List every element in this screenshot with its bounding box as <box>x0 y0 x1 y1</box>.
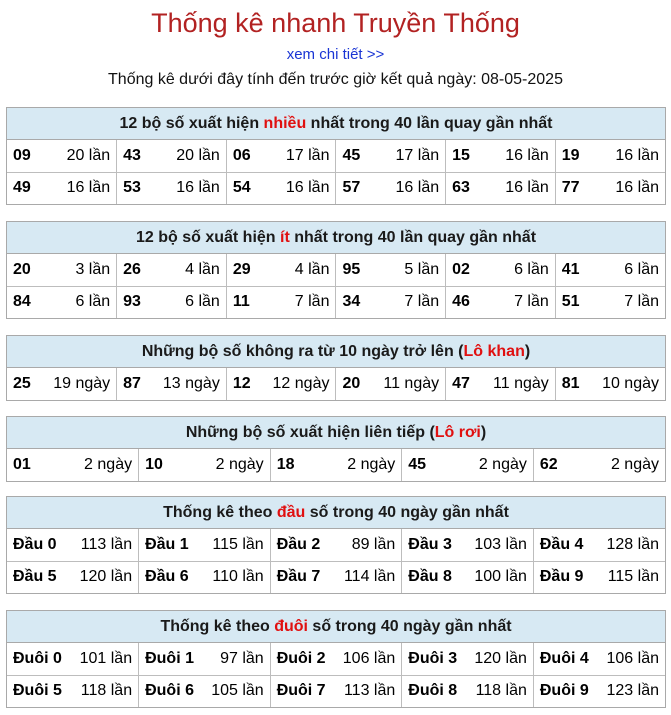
stat-cell <box>139 675 271 707</box>
stat-number: 20 <box>13 260 31 278</box>
stat-number: 57 <box>342 179 361 197</box>
stat-cell <box>336 368 446 400</box>
stat-number: 63 <box>452 179 470 197</box>
stat-cell <box>226 140 336 172</box>
stat-count: 16 lần <box>395 179 440 197</box>
section-title: Những bộ số không ra từ 10 ngày trở lên (Lô khan) <box>7 336 665 368</box>
stats-table <box>7 529 665 593</box>
stat-count: 2 ngày <box>610 456 659 473</box>
stat-count: 115 lần <box>607 568 659 586</box>
stat-count: 16 lần <box>615 179 659 197</box>
stat-count: 115 lần <box>212 535 264 553</box>
stat-number: 41 <box>561 260 580 278</box>
stat-number: 53 <box>123 179 141 197</box>
stat-number: 15 <box>452 146 470 164</box>
stat-cell <box>336 172 446 204</box>
section-lo-khan <box>6 335 666 401</box>
stat-number: Đầu 0 <box>13 535 57 553</box>
stat-number: 11 <box>232 293 250 311</box>
stat-count: 113 lần <box>343 682 396 700</box>
stat-cell <box>270 449 402 481</box>
stat-cell <box>446 172 556 204</box>
stat-number: 20 <box>342 375 361 392</box>
stat-cell <box>336 254 446 286</box>
stat-number: Đầu 9 <box>539 568 584 586</box>
stat-cell <box>117 254 227 286</box>
stats-table <box>7 254 665 318</box>
stat-cell <box>117 140 227 172</box>
stat-number: Đuôi 0 <box>13 649 62 667</box>
section-title: 12 bộ số xuất hiện ít nhất trong 40 lần quay gần nhất <box>7 222 665 254</box>
stat-number: 06 <box>232 146 251 164</box>
table-row <box>7 643 665 675</box>
page-title: Thống kê nhanh Truyền Thống <box>151 8 520 38</box>
stat-number: 93 <box>123 293 141 311</box>
stat-number: Đầu 2 <box>276 535 321 553</box>
stat-cell <box>139 643 271 675</box>
stat-cell <box>555 254 665 286</box>
stat-number: 45 <box>342 146 361 164</box>
stat-count: 118 lần <box>80 682 133 700</box>
stat-cell <box>555 140 665 172</box>
stat-count: 16 lần <box>66 179 111 197</box>
stat-count: 106 lần <box>342 649 396 667</box>
stat-count: 16 lần <box>505 179 549 197</box>
stat-cell <box>402 643 534 675</box>
stat-count: 100 lần <box>474 568 527 586</box>
stat-number: Đuôi 1 <box>145 649 194 667</box>
stat-count: 2 ngày <box>347 456 396 473</box>
table-row <box>7 172 665 204</box>
stat-number: 49 <box>13 179 31 197</box>
table-row <box>7 368 665 400</box>
stat-cell <box>402 449 534 481</box>
stat-cell <box>7 561 139 593</box>
stat-number: Đuôi 6 <box>145 682 194 700</box>
stat-cell <box>7 140 117 172</box>
stat-cell <box>117 368 227 400</box>
stat-count: 2 ngày <box>84 456 133 473</box>
stat-number: 45 <box>408 456 427 473</box>
stat-number: Đuôi 4 <box>539 649 589 667</box>
stat-cell <box>555 172 665 204</box>
section-title: Thống kê theo đầu số trong 40 ngày gần nhất <box>7 497 665 529</box>
stat-number: Đuôi 3 <box>408 649 458 667</box>
stat-number: 10 <box>145 456 163 473</box>
table-row <box>7 449 665 481</box>
stat-number: 09 <box>13 146 31 164</box>
stat-count: 128 lần <box>606 535 659 553</box>
stat-count: 89 lần <box>351 535 396 553</box>
stat-count: 113 lần <box>80 535 133 553</box>
stat-cell <box>533 529 665 561</box>
stat-number: 46 <box>452 293 470 311</box>
stat-number: 34 <box>342 293 361 311</box>
stat-number: Đầu 3 <box>408 535 452 553</box>
stat-number: 02 <box>452 260 470 278</box>
stat-cell <box>555 368 665 400</box>
stat-count: 6 lần <box>514 260 549 278</box>
stat-count: 16 lần <box>176 179 220 197</box>
stat-count: 120 lần <box>79 568 133 586</box>
stat-count: 101 lần <box>79 649 133 667</box>
section-duoi <box>6 610 666 708</box>
stat-count: 106 lần <box>606 649 659 667</box>
detail-link[interactable]: xem chi tiết >> <box>286 46 385 63</box>
section-title: Thống kê theo đuôi số trong 40 ngày gần nhất <box>7 611 665 643</box>
stat-number: 54 <box>232 179 251 197</box>
section-lo-roi <box>6 416 666 482</box>
stat-cell <box>533 643 665 675</box>
stat-cell <box>270 529 402 561</box>
page-subtitle: Thống kê dưới đây tính đến trước giờ kết quả ngày: 08-05-2025 <box>108 71 563 88</box>
stat-cell <box>336 286 446 318</box>
table-row <box>7 140 665 172</box>
stat-number: 84 <box>13 293 31 311</box>
stat-number: 25 <box>13 375 31 392</box>
stat-count: 12 ngày <box>272 375 330 392</box>
stat-count: 2 ngày <box>215 456 264 473</box>
section-least-frequent <box>6 221 666 319</box>
stat-cell <box>7 529 139 561</box>
stat-cell <box>7 368 117 400</box>
stat-number: Đầu 5 <box>13 568 57 586</box>
stat-number: Đuôi 9 <box>539 682 589 700</box>
stat-count: 7 lần <box>294 293 330 311</box>
stat-cell <box>117 172 227 204</box>
stat-count: 20 lần <box>66 146 111 164</box>
stat-cell <box>533 675 665 707</box>
section-most-frequent <box>6 107 666 205</box>
stat-count: 19 ngày <box>53 375 111 392</box>
stats-table <box>7 643 665 707</box>
stat-cell <box>139 529 271 561</box>
stat-count: 7 lần <box>624 293 659 311</box>
stat-number: 18 <box>276 456 295 473</box>
stat-count: 16 lần <box>615 146 659 164</box>
stat-count: 16 lần <box>285 179 330 197</box>
stat-count: 6 lần <box>185 293 220 311</box>
stat-cell <box>402 529 534 561</box>
stat-number: 95 <box>342 260 361 278</box>
stat-cell <box>7 675 139 707</box>
stat-count: 11 ngày <box>493 375 549 392</box>
stat-count: 16 lần <box>505 146 549 164</box>
table-row <box>7 254 665 286</box>
stat-cell <box>7 172 117 204</box>
stat-cell <box>270 643 402 675</box>
stat-count: 105 lần <box>211 682 264 700</box>
stat-number: Đầu 6 <box>145 568 189 586</box>
stat-count: 20 lần <box>176 146 220 164</box>
stat-count: 103 lần <box>474 535 527 553</box>
stat-cell <box>7 254 117 286</box>
stat-cell <box>7 286 117 318</box>
stat-cell <box>446 254 556 286</box>
table-row <box>7 561 665 593</box>
section-title: Những bộ số xuất hiện liên tiếp (Lô rơi) <box>7 417 665 449</box>
stat-count: 13 ngày <box>162 375 220 392</box>
stat-cell <box>226 172 336 204</box>
table-row <box>7 529 665 561</box>
stat-number: 01 <box>13 456 31 473</box>
stat-count: 3 lần <box>75 260 111 278</box>
stat-count: 7 lần <box>514 293 549 311</box>
stat-cell <box>402 675 534 707</box>
stat-count: 110 lần <box>212 568 264 586</box>
stat-cell <box>7 449 139 481</box>
stat-cell <box>446 368 556 400</box>
stat-number: Đuôi 5 <box>13 682 62 700</box>
stat-count: 17 lần <box>285 146 330 164</box>
stat-cell <box>446 286 556 318</box>
stat-cell <box>139 561 271 593</box>
stat-number: 47 <box>452 375 470 392</box>
stat-cell <box>117 286 227 318</box>
stat-count: 118 lần <box>475 682 527 700</box>
stat-count: 97 lần <box>220 649 264 667</box>
stat-number: Đầu 8 <box>408 568 452 586</box>
stat-number: 62 <box>539 456 558 473</box>
stat-cell <box>7 643 139 675</box>
stat-number: 19 <box>561 146 580 164</box>
stat-cell <box>533 561 665 593</box>
stat-cell <box>555 286 665 318</box>
stat-count: 123 lần <box>606 682 659 700</box>
stat-number: 87 <box>123 375 141 392</box>
stat-count: 10 ngày <box>602 375 659 392</box>
stat-number: Đuôi 8 <box>408 682 458 700</box>
section-title: 12 bộ số xuất hiện nhiều nhất trong 40 lần quay gần nhất <box>7 108 665 140</box>
table-row <box>7 675 665 707</box>
stat-number: 12 <box>232 375 251 392</box>
stat-count: 4 lần <box>185 260 220 278</box>
stat-number: 29 <box>232 260 251 278</box>
stat-number: Đầu 1 <box>145 535 189 553</box>
stat-count: 2 ngày <box>478 456 527 473</box>
section-dau <box>6 496 666 594</box>
stat-number: 26 <box>123 260 141 278</box>
stat-cell <box>402 561 534 593</box>
stat-cell <box>533 449 665 481</box>
stats-table <box>7 449 665 481</box>
stat-number: 81 <box>561 375 580 392</box>
stat-cell <box>226 368 336 400</box>
stat-count: 17 lần <box>395 146 440 164</box>
stat-cell <box>446 140 556 172</box>
stat-count: 6 lần <box>75 293 111 311</box>
stat-number: Đầu 7 <box>276 568 321 586</box>
stat-count: 11 ngày <box>383 375 440 392</box>
stat-count: 4 lần <box>294 260 330 278</box>
stat-number: 77 <box>561 179 580 197</box>
stat-number: Đuôi 7 <box>276 682 326 700</box>
stats-table <box>7 368 665 400</box>
stat-cell <box>270 561 402 593</box>
stat-count: 5 lần <box>404 260 440 278</box>
stat-cell <box>226 254 336 286</box>
stat-cell <box>270 675 402 707</box>
stat-count: 114 lần <box>343 568 396 586</box>
stat-number: 43 <box>123 146 141 164</box>
stat-number: Đầu 4 <box>539 535 584 553</box>
stat-number: Đuôi 2 <box>276 649 326 667</box>
stat-cell <box>336 140 446 172</box>
stat-cell <box>139 449 271 481</box>
stats-table <box>7 140 665 204</box>
stat-count: 7 lần <box>404 293 440 311</box>
stat-count: 120 lần <box>474 649 527 667</box>
stat-number: 51 <box>561 293 580 311</box>
stat-count: 6 lần <box>624 260 659 278</box>
table-row <box>7 286 665 318</box>
stat-cell <box>226 286 336 318</box>
